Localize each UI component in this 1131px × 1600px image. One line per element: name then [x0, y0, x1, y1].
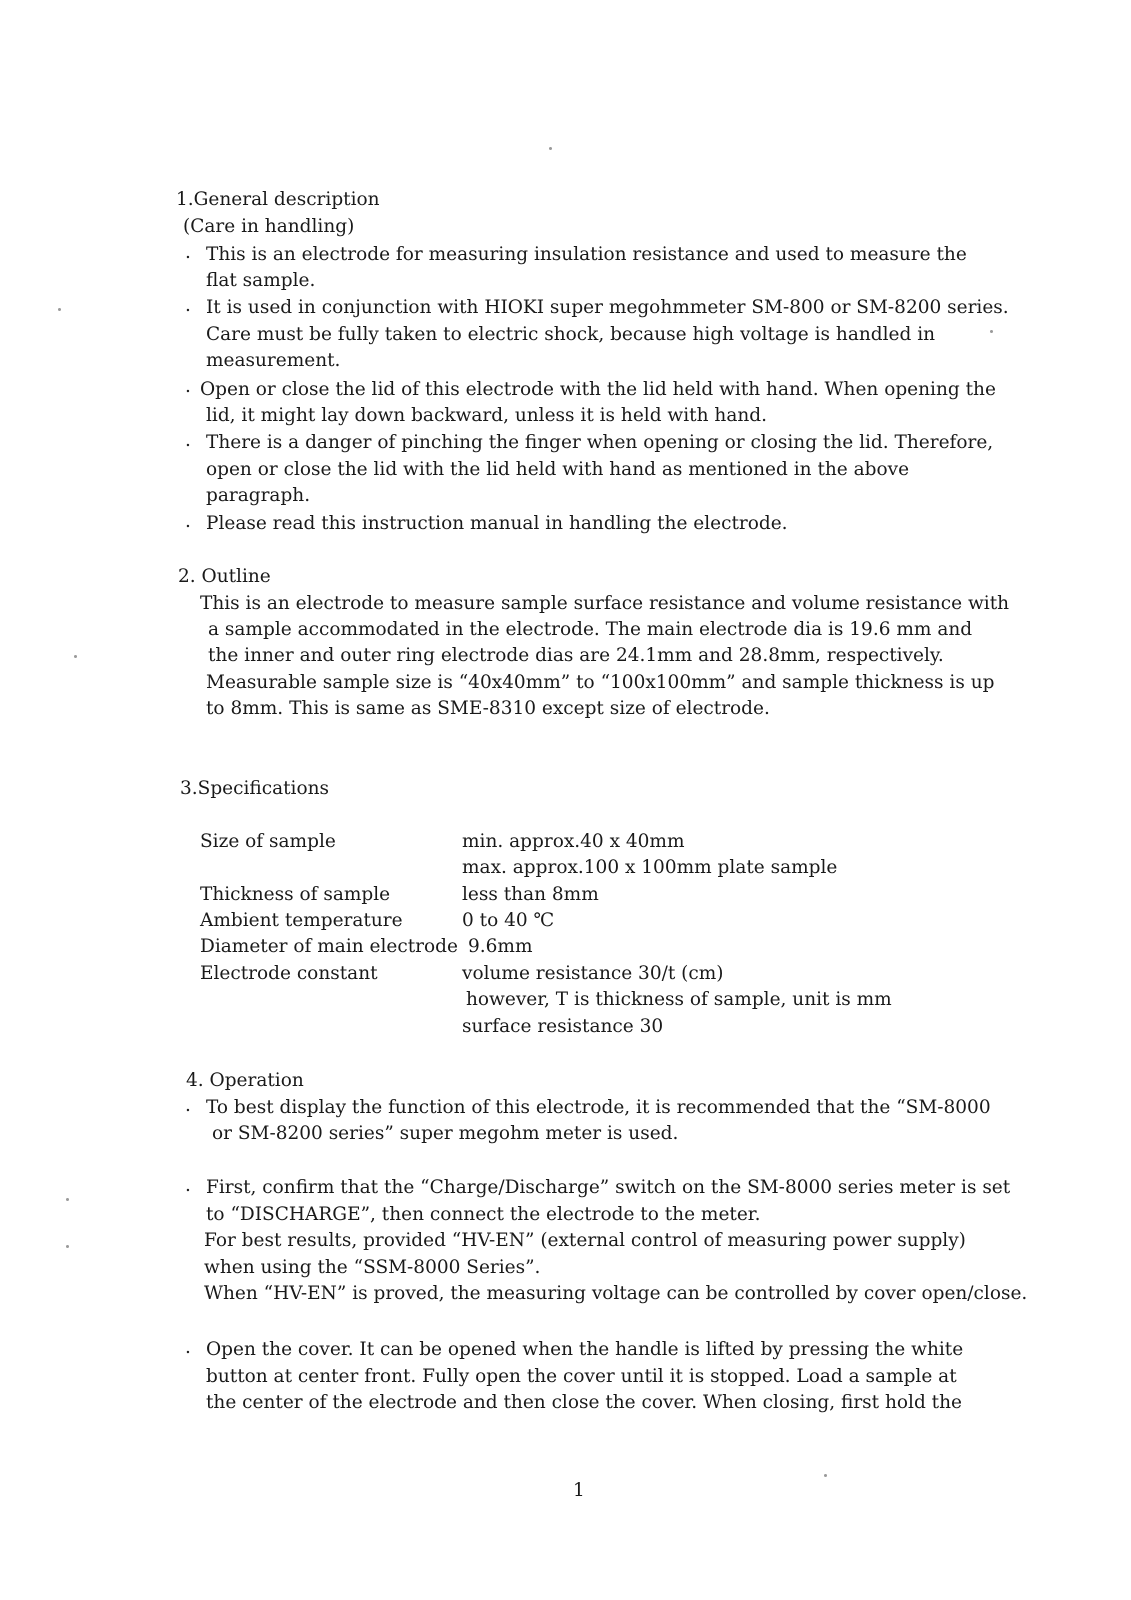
s2-line-2: a sample accommodated in the electrode. The main electrode dia is 19.6 mm and: [208, 619, 973, 640]
section-4-heading: 4. Operation: [186, 1070, 304, 1091]
s1-bullet-4-cont: paragraph.: [206, 485, 311, 506]
bullet-mark: .: [185, 1337, 191, 1358]
spec-label-constant: Electrode constant: [200, 963, 378, 984]
section-1-subheading: (Care in handling): [183, 216, 355, 237]
page-number: 1: [573, 1480, 585, 1501]
s4-para-3-cont: button at center front. Fully open the cover until it is stopped. Load a sample at: [206, 1366, 957, 1387]
s1-bullet-2: It is used in conjunction with HIOKI super megohmmeter SM-800 or SM-8200 series.: [206, 297, 1009, 318]
bullet-mark: .: [185, 511, 191, 532]
spec-value-constant-note: however, T is thickness of sample, unit is mm: [466, 989, 892, 1010]
spec-value-temperature: 0 to 40 ℃: [462, 910, 555, 931]
scan-speck: [549, 147, 552, 150]
section-3-heading: 3.Specifications: [180, 778, 330, 799]
s1-bullet-1-cont: flat sample.: [206, 270, 316, 291]
spec-label-diameter: Diameter of main electrode: [200, 936, 458, 957]
bullet-mark: .: [185, 1095, 191, 1116]
bullet-mark: .: [185, 1175, 191, 1196]
s2-line-1: This is an electrode to measure sample surface resistance and volume resistance with: [200, 593, 1010, 614]
spec-label-thickness: Thickness of sample: [200, 884, 391, 905]
spec-value-size-min: min. approx.40 x 40mm: [462, 831, 685, 852]
section-2-heading: 2. Outline: [178, 566, 271, 587]
spec-label-size: Size of sample: [200, 831, 336, 852]
spec-value-size-max: max. approx.100 x 100mm plate sample: [462, 857, 838, 878]
s4-para-2-cont: when using the “SSM-8000 Series”.: [204, 1257, 541, 1278]
spec-label-temperature: Ambient temperature: [200, 910, 403, 931]
s2-line-3: the inner and outer ring electrode dias are 24.1mm and 28.8mm, respectively.: [208, 645, 944, 666]
s4-para-3: Open the cover. It can be opened when the handle is lifted by pressing the white: [206, 1339, 964, 1360]
bullet-mark: .: [185, 242, 191, 263]
s4-para-1: To best display the function of this electrode, it is recommended that the “SM-8000: [206, 1097, 991, 1118]
scan-speck: [58, 308, 61, 311]
s4-para-2-cont: For best results, provided “HV-EN” (external control of measuring power supply): [204, 1230, 966, 1251]
scan-speck: [66, 1198, 69, 1201]
s4-para-1-cont: or SM-8200 series” super megohm meter is used.: [212, 1123, 679, 1144]
scan-speck: [74, 655, 77, 658]
s2-line-5: to 8mm. This is same as SME-8310 except size of electrode.: [206, 698, 770, 719]
s1-bullet-4: There is a danger of pinching the finger when opening or closing the lid. Therefore,: [206, 432, 994, 453]
spec-value-thickness: less than 8mm: [462, 884, 599, 905]
s1-bullet-5: Please read this instruction manual in handling the electrode.: [206, 513, 788, 534]
s1-bullet-3-cont: lid, it might lay down backward, unless it is held with hand.: [206, 405, 767, 426]
s1-bullet-2-cont: Care must be fully taken to electric shock, because high voltage is handled in: [206, 324, 936, 345]
spec-value-constant-surface: surface resistance 30: [462, 1016, 664, 1037]
s4-para-2-cont: to “DISCHARGE”, then connect the electrode to the meter.: [206, 1204, 761, 1225]
bullet-mark: .: [185, 295, 191, 316]
scan-speck: [824, 1474, 827, 1477]
spec-value-constant-volume: volume resistance 30/t (cm): [462, 963, 724, 984]
s1-bullet-2-cont: measurement.: [206, 350, 341, 371]
scan-speck: [66, 1245, 69, 1248]
scan-speck: [990, 330, 993, 333]
bullet-mark: .: [185, 430, 191, 451]
s2-line-4: Measurable sample size is “40x40mm” to “100x100mm” and sample thickness is up: [206, 672, 995, 693]
s4-para-2-cont: When “HV-EN” is proved, the measuring voltage can be controlled by cover open/close.: [204, 1283, 1028, 1304]
s1-bullet-4-cont: open or close the lid with the lid held with hand as mentioned in the above: [206, 459, 910, 480]
s4-para-2: First, confirm that the “Charge/Discharge” switch on the SM-8000 series meter is set: [206, 1177, 1011, 1198]
section-1-heading: 1.General description: [176, 189, 380, 210]
s4-para-3-cont: the center of the electrode and then close the cover. When closing, first hold the: [206, 1392, 962, 1413]
s1-bullet-1: This is an electrode for measuring insulation resistance and used to measure the: [206, 244, 967, 265]
bullet-mark: .: [185, 376, 191, 397]
s1-bullet-3: Open or close the lid of this electrode with the lid held with hand. When opening the: [200, 379, 996, 400]
spec-value-diameter: 9.6mm: [468, 936, 533, 957]
